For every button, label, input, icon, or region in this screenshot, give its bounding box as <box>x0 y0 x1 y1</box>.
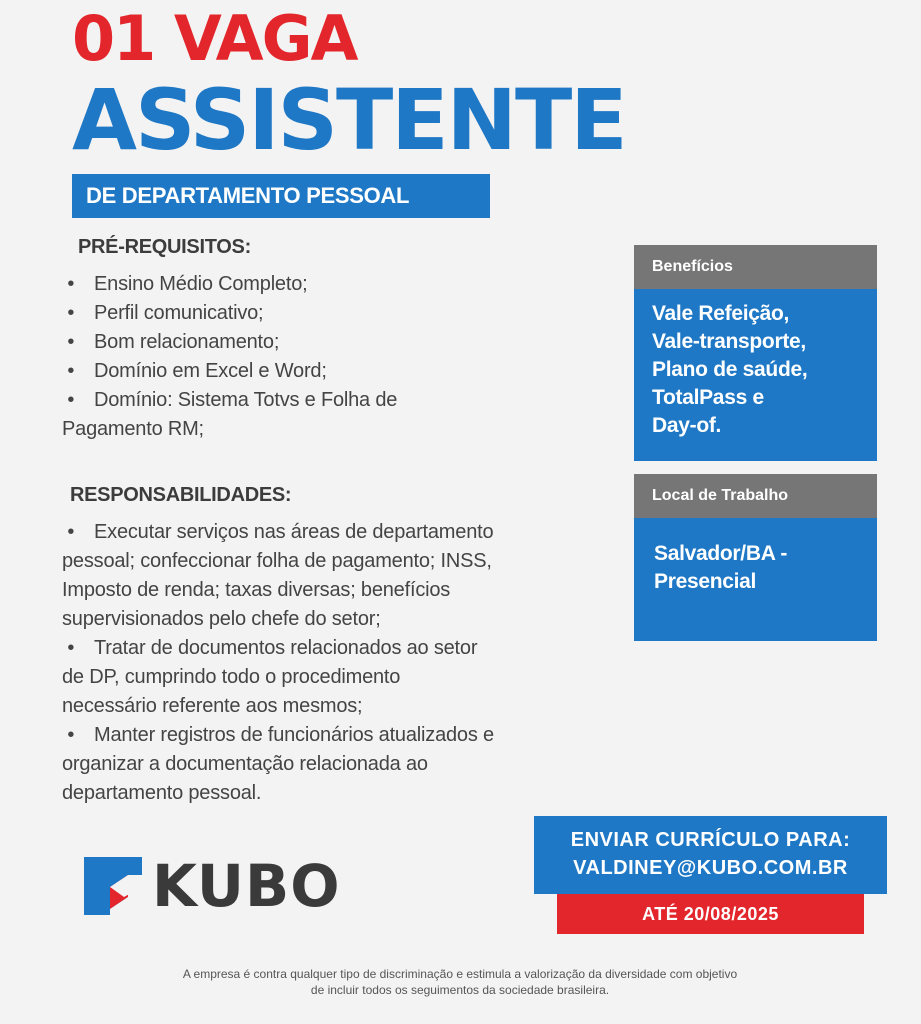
benefit-line: TotalPass e <box>652 386 764 409</box>
benefit-line: Vale-transporte, <box>652 330 806 353</box>
list-item-continuation: necessário referente aos mesmos; <box>62 695 363 717</box>
list-item: • Bom relacionamento; <box>62 331 280 353</box>
requirements-list <box>62 270 502 444</box>
list-item-continuation: Imposto de renda; taxas diversas; benefícios <box>62 579 451 601</box>
list-item: • Domínio em Excel e Word; <box>62 360 327 382</box>
list-item-continuation: departamento pessoal. <box>62 782 262 804</box>
list-item: • Ensino Médio Completo; <box>62 273 308 295</box>
apply-email: VALDINEY@KUBO.COM.BR <box>573 857 848 879</box>
list-item: • Executar serviços nas áreas de departamento <box>62 521 494 543</box>
benefit-line: Vale Refeição, <box>652 302 790 325</box>
workplace-title: Local de Trabalho <box>652 487 789 504</box>
workplace-header <box>634 474 877 518</box>
benefit-line: Plano de saúde, <box>652 358 808 381</box>
benefits-body <box>634 289 877 461</box>
list-item-continuation: organizar a documentação relacionada ao <box>62 753 428 775</box>
department-banner <box>72 174 490 218</box>
kubo-logo <box>84 852 341 920</box>
job-title: ASSISTENTE <box>72 71 626 169</box>
deadline-badge: ATÉ 20/08/2025 <box>557 894 864 934</box>
disclaimer <box>90 966 830 998</box>
requirements-heading: PRÉ-REQUISITOS: <box>78 236 251 258</box>
list-item: • Domínio: Sistema Totvs e Folha de <box>62 389 398 411</box>
workplace-body <box>634 518 877 641</box>
apply-contact-box <box>534 816 887 894</box>
list-item: • Manter registros de funcionários atualizados e <box>62 724 494 746</box>
disclaimer-line: A empresa é contra qualquer tipo de discriminação e estimula a valorização da diversidade com objetivo <box>182 967 738 981</box>
workplace-line: Salvador/BA - <box>654 542 788 565</box>
responsibilities-heading: RESPONSABILIDADES: <box>70 484 292 506</box>
list-item: • Tratar de documentos relacionados ao setor <box>62 637 478 659</box>
workplace-line: Presencial <box>654 570 757 593</box>
department-label: DE DEPARTAMENTO PESSOAL <box>86 183 410 208</box>
apply-instruction: ENVIAR CURRÍCULO PARA: <box>570 829 851 851</box>
list-item-continuation: Pagamento RM; <box>62 418 204 440</box>
vacancy-count-title: 01 VAGA <box>72 2 357 75</box>
benefit-line: Day-of. <box>652 414 722 437</box>
responsibilities-list <box>62 518 602 808</box>
benefits-header <box>634 245 877 289</box>
kubo-logo-mark-icon <box>84 857 142 915</box>
disclaimer-line: de incluir todos os seguimentos da sociedade brasileira. <box>310 983 610 997</box>
list-item-continuation: supervisionados pelo chefe do setor; <box>62 608 381 630</box>
benefits-title: Benefícios <box>652 258 733 275</box>
list-item-continuation: de DP, cumprindo todo o procedimento <box>62 666 401 688</box>
logo-text: KUBO <box>152 852 341 920</box>
list-item-continuation: pessoal; confeccionar folha de pagamento; INSS, <box>62 550 492 572</box>
list-item: • Perfil comunicativo; <box>62 302 264 324</box>
